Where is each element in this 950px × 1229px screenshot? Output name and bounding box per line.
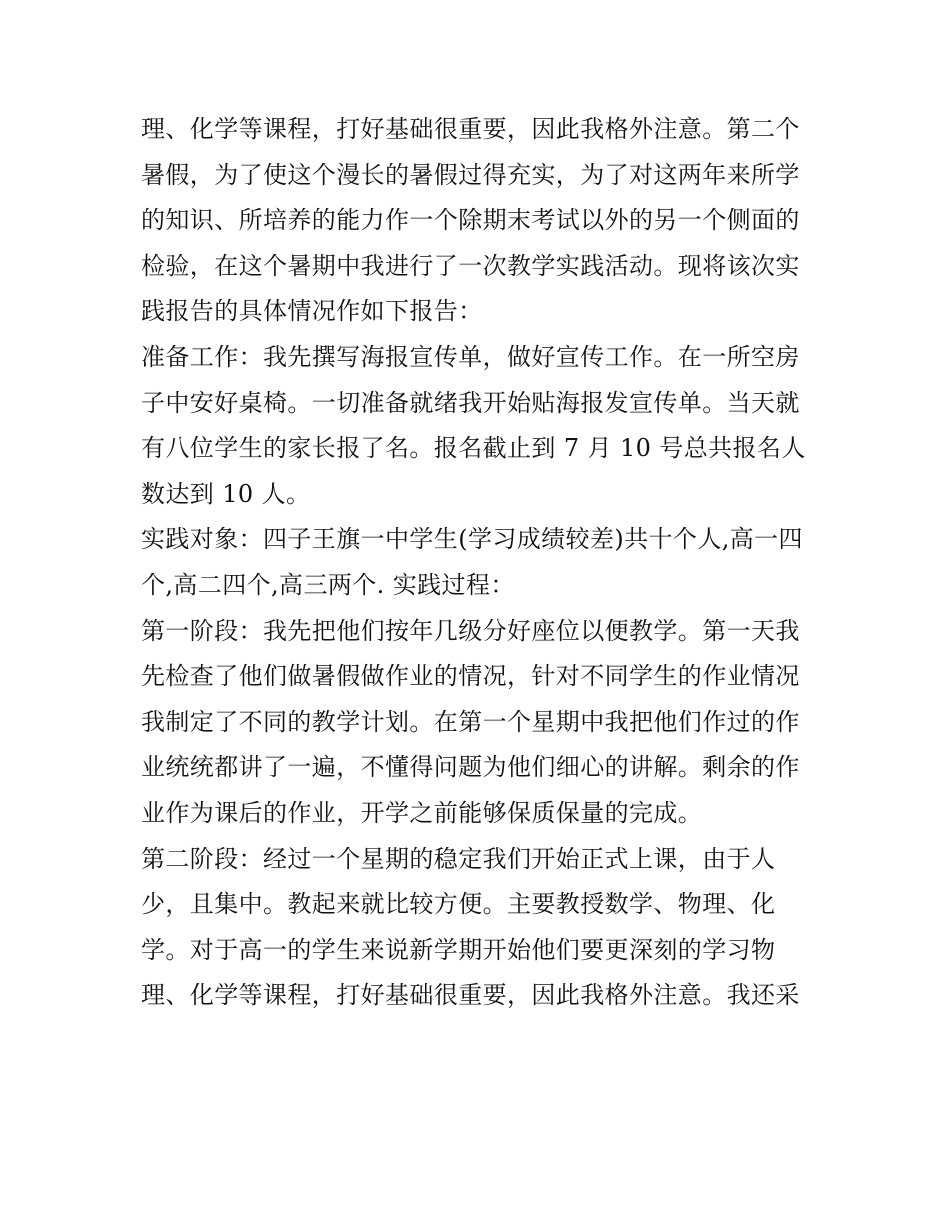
text-line: 践报告的具体情况作如下报告： xyxy=(141,297,483,326)
text-line: 第二阶段：经过一个星期的稳定我们开始正式上课，由于人 xyxy=(141,844,776,873)
text-line: 有八位学生的家长报了名。报名截止到 7 月 10 号总共报名人 xyxy=(141,434,806,463)
text-line: 暑假，为了使这个漫长的暑假过得充实，为了对这两年来所学 xyxy=(141,160,800,189)
text-line: 先检查了他们做暑假做作业的情况，针对不同学生的作业情况 xyxy=(141,662,800,691)
text-line: 少，且集中。教起来就比较方便。主要教授数学、物理、化 xyxy=(141,890,776,919)
text-line: 实践对象：四子王旗一中学生(学习成绩较差)共十个人,高一四 xyxy=(141,525,803,554)
text-line: 学。对于高一的学生来说新学期开始他们要更深刻的学习物 xyxy=(141,935,776,964)
text-line: 的知识、所培养的能力作一个除期末考试以外的另一个侧面的 xyxy=(141,206,800,235)
text-line: 理、化学等课程，打好基础很重要，因此我格外注意。第二个 xyxy=(141,115,800,143)
text-line: 准备工作：我先撰写海报宣传单，做好宣传工作。在一所空房 xyxy=(141,342,800,371)
text-line: 业作为课后的作业，开学之前能够保质保量的完成。 xyxy=(141,798,703,827)
text-line: 我制定了不同的教学计划。在第一个星期中我把他们作过的作 xyxy=(141,707,800,736)
text-line: 个,高二四个,高三两个. 实践过程： xyxy=(141,570,515,599)
text-line: 理、化学等课程，打好基础很重要，因此我格外注意。我还采 xyxy=(141,981,800,1010)
text-line: 子中安好桌椅。一切准备就绪我开始贴海报发宣传单。当天就 xyxy=(141,388,800,417)
text-line: 第一阶段：我先把他们按年几级分好座位以便教学。第一天我 xyxy=(141,616,800,645)
text-line: 检验，在这个暑期中我进行了一次教学实践活动。现将该次实 xyxy=(141,251,800,280)
body-text xyxy=(141,107,821,1019)
text-line: 业统统都讲了一遍，不懂得问题为他们细心的讲解。剩余的作 xyxy=(141,753,800,782)
text-line: 数达到 10 人。 xyxy=(141,479,311,508)
